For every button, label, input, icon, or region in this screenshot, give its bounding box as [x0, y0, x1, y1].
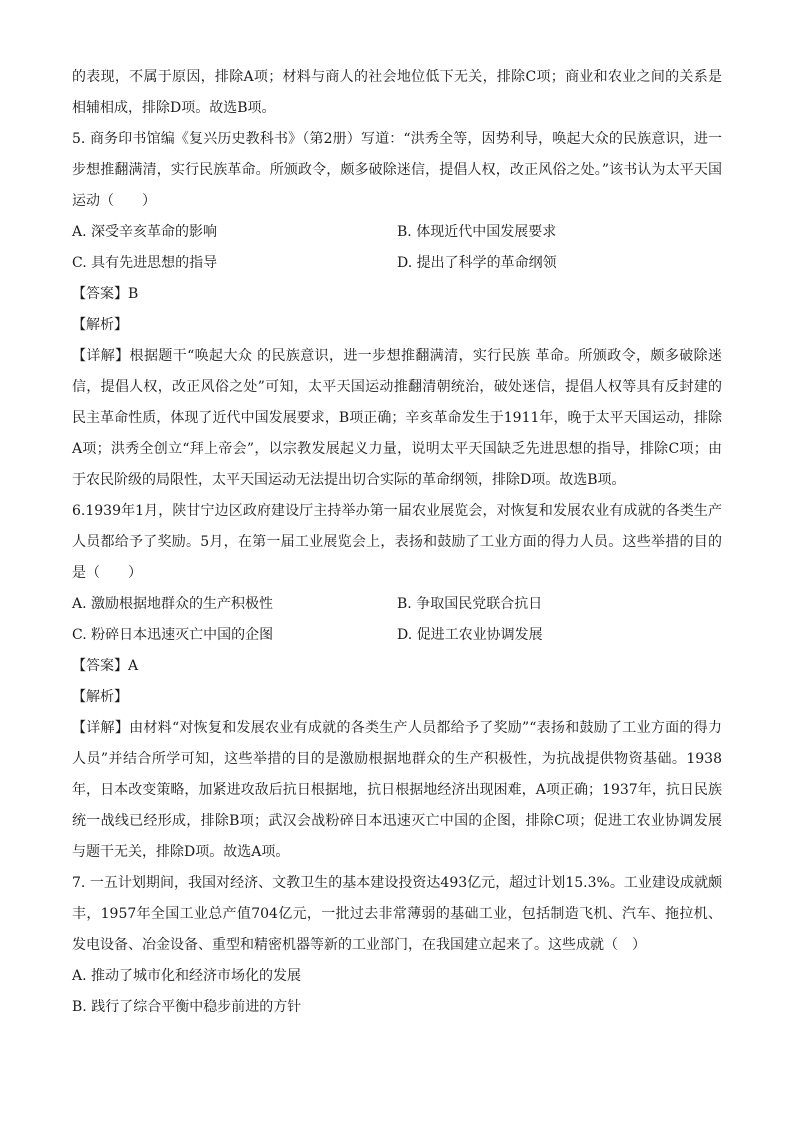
- question-6-answer: 【答案】A: [72, 658, 139, 674]
- question-6-analysis-heading: 【解析】: [72, 689, 128, 705]
- question-6-option-a: A. 激励根据地群众的生产积极性: [72, 596, 274, 612]
- question-6-options-row-2: [72, 620, 722, 651]
- question-7-option-b: B. 践行了综合平衡中稳步前进的方针: [72, 999, 302, 1015]
- answer-explanation-q4-end: 的表现，不属于原因，排除A项；材料与商人的社会地位低下无关，排除C项；商业和农业之间的关系是相辅相成，排除D项。故选B项。: [72, 69, 722, 116]
- question-5-options-row-1: [72, 217, 722, 248]
- question-6-option-d: D. 促进工农业协调发展: [397, 627, 543, 643]
- document-page: [72, 62, 722, 1023]
- question-5-option-d: D. 提出了科学的革命纲领: [397, 255, 557, 271]
- question-6-option-c: C. 粉碎日本迅速灭亡中国的企图: [72, 627, 274, 643]
- question-5-option-a: A. 深受辛亥革命的影响: [72, 224, 218, 240]
- question-5-explanation: 【详解】根据题干“唤起大众 的民族意识，进一步想推翻满清，实行民族 革命。所颁政令，颇多破除迷信，提倡人权，改正风俗之处”可知，太平天国运动推翻清朝统治，破处迷信，提倡人权等具有反封建的民主革命性质，体现了近代中国发展要求，B项正确；辛亥革命发生于1911年，晚于太平天国运动，排除A项；洪秀全创立“拜上帝会”，以宗教发展起义力量，说明太平天国缺乏先进思想的指导，排除C项；由于农民阶级的局限性，太平天国运动无法提出切合实际的革命纲领，排除D项。故选B项。: [72, 348, 722, 488]
- question-5-option-c: C. 具有先进思想的指导: [72, 255, 218, 271]
- question-5-option-b: B. 体现近代中国发展要求: [397, 224, 557, 240]
- question-5-analysis-heading: 【解析】: [72, 317, 128, 333]
- question-5-options-row-2: [72, 248, 722, 279]
- question-7-stem: 7. 一五计划期间，我国对经济、文教卫生的基本建设投资达493亿元，超过计划15.3%。工业建设成就颇丰，1957年全国工业总产值704亿元，一批过去非常薄弱的基础工业，包括制造飞机、汽车、拖拉机、发电设备、冶金设备、重型和精密机器等新的工业部门，在我国建立起来了。这些成就（ ）: [72, 875, 722, 953]
- question-7-option-a: A. 推动了城市化和经济市场化的发展: [72, 968, 302, 984]
- question-6-option-b: B. 争取国民党联合抗日: [397, 596, 543, 612]
- question-6-stem: 6.1939年1月，陕甘宁边区政府建设厅主持举办第一届农业展览会，对恢复和发展农业有成就的各类生产人员都给予了奖励。5月，在第一届工业展览会上，表扬和鼓励了工业方面的得力人员。这些举措的目的是（ ）: [72, 503, 722, 581]
- question-5-answer: 【答案】B: [72, 286, 139, 302]
- question-6-explanation: 【详解】由材料“对恢复和发展农业有成就的各类生产人员都给予了奖励”“表扬和鼓励了工业方面的得力人员”并结合所学可知，这些举措的目的是激励根据地群众的生产积极性，为抗战提供物资基础。1938年，日本改变策略，加紧进攻敌后抗日根据地，抗日根据地经济出现困难，A项正确；1937年，抗日民族统一战线已经形成，排除B项；武汉会战粉碎日本迅速灭亡中国的企图，排除C项；促进工农业协调发展与题干无关，排除D项。故选A项。: [72, 720, 722, 860]
- question-5-stem: 5. 商务印书馆编《复兴历史教科书》（第2册）写道：“洪秀全等，因势利导，唤起大众的民族意识，进一步想推翻满清，实行民族革命。所颁政令，颇多破除迷信，提倡人权，改正风俗之处。”该书认为太平天国运动（ ）: [72, 131, 722, 209]
- question-6-options-row-1: [72, 589, 722, 620]
